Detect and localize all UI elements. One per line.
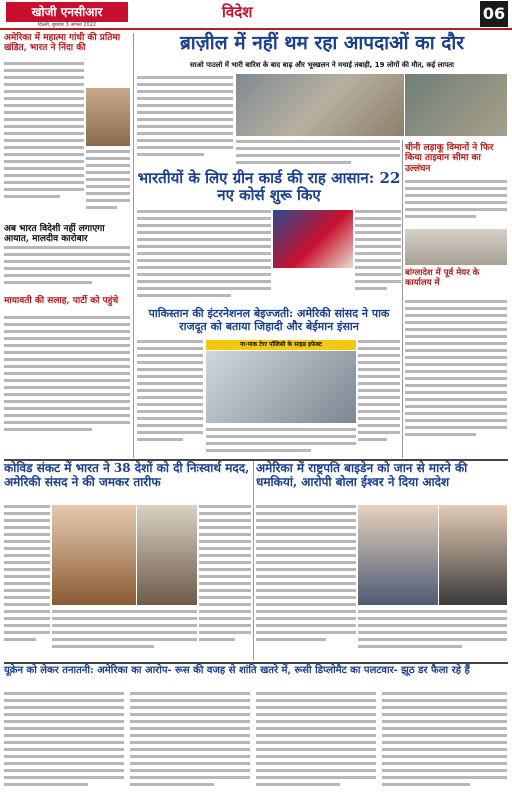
column-divider (133, 33, 134, 458)
story-body (4, 62, 84, 222)
story-body (358, 340, 400, 456)
story-headline: अब भारत विदेशी नहीं लगाएगा आयात, मालदीव कारोबार (4, 224, 105, 245)
section-divider (4, 662, 508, 664)
story-body (52, 610, 197, 656)
story-body (405, 90, 507, 140)
story-body (382, 692, 507, 796)
story-body (358, 610, 507, 656)
story-body (137, 210, 271, 306)
story-headline: कोविड संकट में भारत ने 38 देशों को दी निःस्वार्थ मदद, अमेरिकी संसद ने की जमकर तारीफ (4, 461, 250, 489)
story-body (256, 505, 356, 655)
leader-photo (52, 505, 136, 605)
story-body (256, 692, 376, 796)
brand-logo: खोजी एनसीआर (6, 2, 128, 22)
story-body (4, 692, 124, 796)
column-divider (402, 140, 403, 458)
story-headline: बांग्लादेश में पूर्व मेयर के कार्यालय में (405, 268, 480, 288)
story-headline: अमेरिका में महात्मा गांधी की प्रतिमा खंडित, भारत ने निंदा की (4, 33, 121, 54)
flood-photo (236, 74, 404, 136)
story-body (137, 76, 233, 168)
story-body (405, 180, 507, 226)
story-headline: भारतीयों के लिए ग्रीन कार्ड की राह आसान: 22 नए कोर्स शुरू किए (137, 169, 401, 205)
masthead (0, 0, 512, 30)
story-headline: मायावती की सलाह, पार्टी को पहुंचे (4, 296, 119, 306)
story-banner: ना-पाक टेरर पॉलिसी के साइड इफेक्ट (206, 340, 356, 350)
story-body (405, 300, 507, 456)
section-title: विदेश (222, 3, 253, 21)
story-body (236, 140, 400, 168)
main-subheadline: साओ पाउलो में भारी बारिश के बाद बाढ़ और भूस्खलन ने मचाई तबाही, 19 लोगों की मौत, कई लापता (189, 61, 454, 69)
story-body (86, 150, 130, 220)
president-photo (439, 505, 507, 605)
main-headline: ब्राज़ील में नहीं थम रहा आपदाओं का दौर (179, 32, 465, 54)
story-body (137, 340, 203, 456)
story-body (4, 505, 50, 655)
dateline: दिल्ली, बुधवार 3 अगस्त 2022 (37, 22, 97, 28)
story-body (206, 428, 356, 456)
story-headline: पाकिस्तान की इंटरनेशनल बेइज्जती: अमेरिकी सांसद ने पाक राजदूत को बताया जिहादी और बेईमान इंसान (148, 307, 390, 333)
president-photo (358, 505, 438, 605)
story-headline: यूक्रेन को लेकर तनातनी: अमेरिका का आरोप- रूस की वजह से शांति खतरे में, रूसी डिप्लोमैट का पलटवार- झूठ डर फैला रहे हैं (4, 665, 470, 676)
story-headline: चीनी लड़ाकू विमानों ने फिर किया ताइवान सीमा का उल्लंघन (405, 143, 494, 174)
story-body (4, 316, 130, 456)
leader-photo (137, 505, 197, 605)
bangladesh-photo (405, 229, 507, 265)
diplomat-photo (206, 351, 356, 423)
story-body (130, 692, 250, 796)
story-headline: अमेरिका में राष्ट्रपति बाइडेन को जान से मारने की धमकियां, आरोपी बोला ईश्वर ने दिया आदेश (256, 461, 468, 489)
story-body (355, 210, 401, 306)
green-card-photo (273, 210, 353, 268)
column-divider (253, 460, 254, 660)
story-body (4, 246, 130, 294)
story-body (199, 505, 251, 655)
gandhi-statue-photo (86, 88, 130, 146)
page-number: 06 (480, 1, 508, 27)
